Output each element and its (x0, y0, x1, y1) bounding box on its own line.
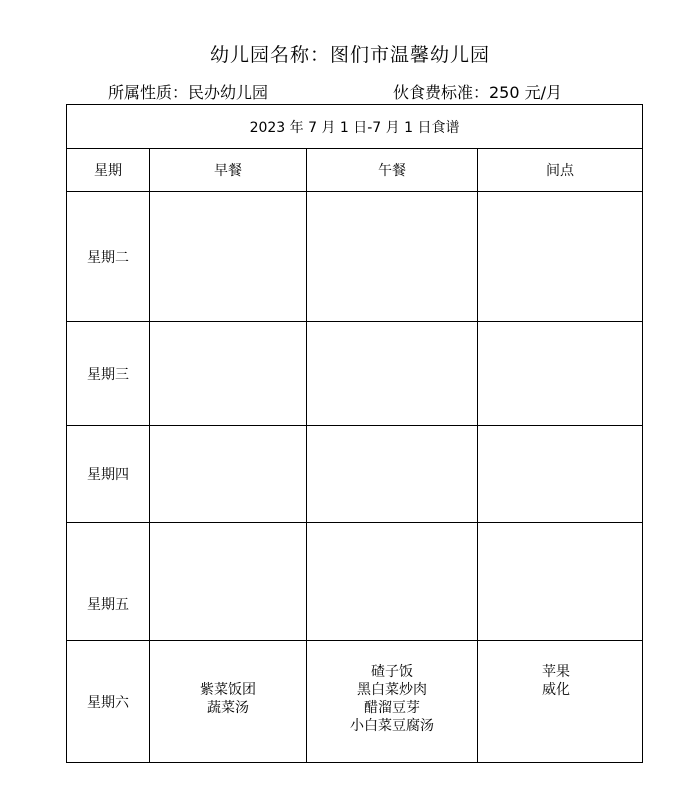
weekly-menu-table (66, 104, 643, 763)
food-item: 苹果 (542, 664, 571, 680)
breakfast-cell (150, 641, 307, 763)
breakfast-cell (150, 322, 307, 426)
table-row (67, 523, 643, 641)
column-header-row (67, 149, 643, 192)
lunch-cell (307, 523, 478, 641)
day-label-wednesday: 星期三 (67, 322, 150, 426)
day-label-friday: 星期五 (67, 523, 150, 641)
snack-food-list (542, 663, 570, 699)
table-row (67, 322, 643, 426)
food-item: 醋溜豆芽 (364, 700, 420, 716)
ownership-nature: 所属性质：民办幼儿园 (108, 83, 269, 102)
food-item: 威化 (542, 682, 571, 698)
breakfast-cell (150, 523, 307, 641)
kindergarten-name-title: 幼儿园名称：图们市温馨幼儿园 (209, 44, 490, 66)
col-header-breakfast: 早餐 (150, 149, 307, 192)
food-item: 紫菜饭团 (200, 682, 256, 698)
lunch-cell (307, 426, 478, 523)
lunch-cell (307, 192, 478, 322)
breakfast-food-list (150, 681, 306, 717)
food-item: 蔬菜汤 (207, 700, 249, 716)
food-item: 碴子饭 (371, 664, 413, 680)
breakfast-cell (150, 192, 307, 322)
snack-cell (478, 523, 643, 641)
meal-fee-standard: 伙食费标准：250 元/月 (393, 83, 563, 102)
day-label-thursday: 星期四 (67, 426, 150, 523)
lunch-cell (307, 641, 478, 763)
lunch-food-list (307, 663, 477, 735)
snack-cell (478, 426, 643, 523)
day-label-saturday: 星期六 (67, 641, 150, 763)
food-item: 小白菜豆腐汤 (350, 718, 434, 734)
snack-cell (478, 641, 643, 763)
day-label-tuesday: 星期二 (67, 192, 150, 322)
table-row (67, 641, 643, 763)
col-header-weekday: 星期 (67, 149, 150, 192)
menu-period-title: 2023 年 7 月 1 日-7 月 1 日食谱 (67, 105, 643, 149)
table-row (67, 426, 643, 523)
lunch-cell (307, 322, 478, 426)
table-row (67, 192, 643, 322)
col-header-lunch: 午餐 (307, 149, 478, 192)
col-header-snack: 间点 (478, 149, 643, 192)
menu-period-row (67, 105, 643, 149)
breakfast-cell (150, 426, 307, 523)
food-item: 黑白菜炒肉 (357, 682, 427, 698)
snack-cell (478, 322, 643, 426)
snack-cell (478, 192, 643, 322)
